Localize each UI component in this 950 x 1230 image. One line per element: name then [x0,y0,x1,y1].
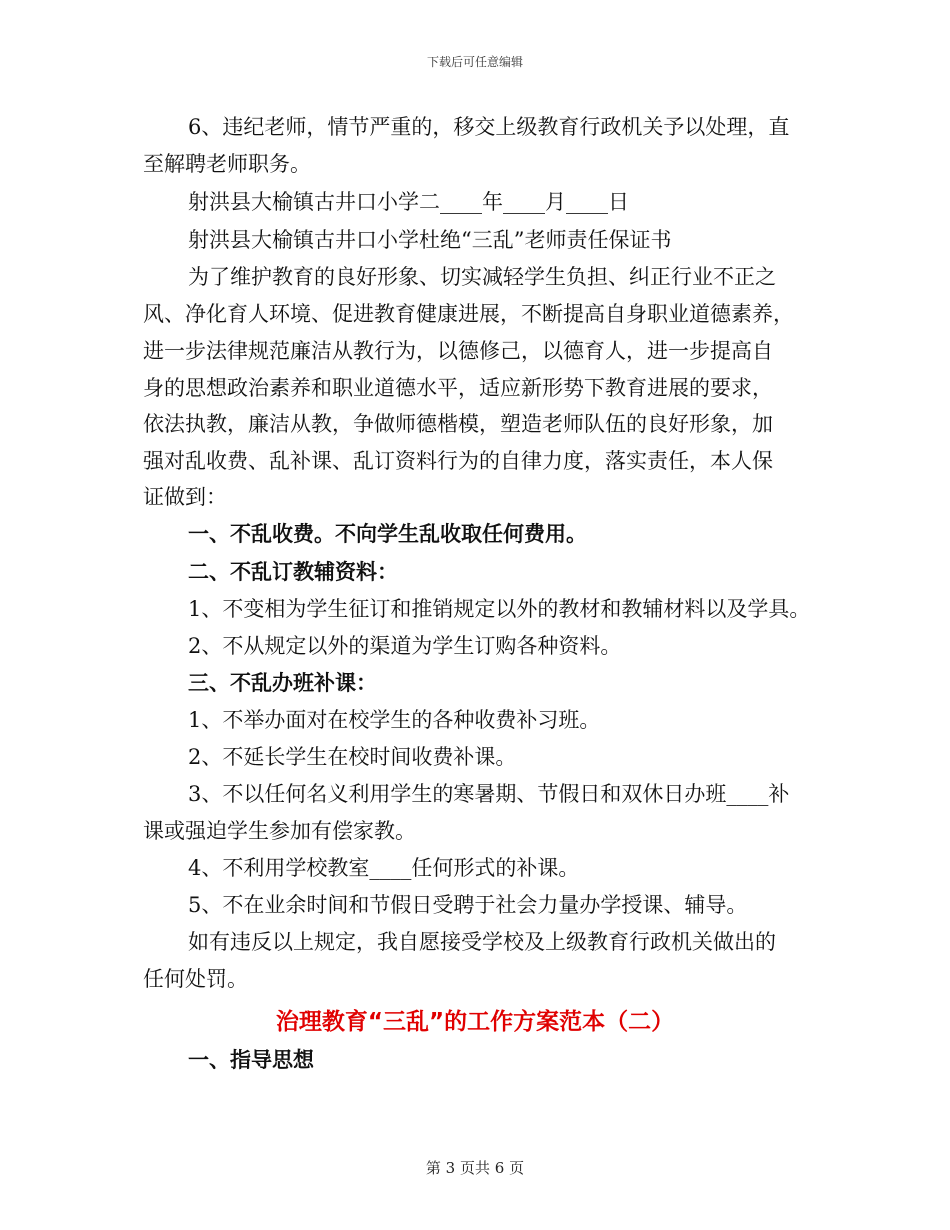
subheading-guiding-thought: 一、指导思想 [188,1048,314,1072]
heading-no-fees: 一、不乱收费。不向学生乱收取任何费用。 [188,522,587,546]
heading-no-tutoring: 三、不乱办班补课： [188,671,377,695]
text-line: 证做到： [143,485,227,509]
certificate-title: 射洪县大榆镇古井口小学杜绝“三乱”老师责任保证书 [188,228,672,252]
text-line: 风、净化育人环境、促进教育健康进展，不断提高自身职业道德素养， [143,302,794,326]
text-line: 为了维护教育的良好形象、切实减轻学生负担、纠正行业不正之 [188,265,776,289]
text-line: 课或强迫学生参加有偿家教。 [143,819,416,843]
text-line: 如有违反以上规定，我自愿接受学校及上级教育行政机关做出的 [188,930,776,954]
text-line: 1、不举办面对在校学生的各种收费补习班。 [188,708,601,732]
text-line: 任何处罚。 [143,967,248,991]
text-line: 1、不变相为学生征订和推销规定以外的教材和教辅材料以及学具。 [188,597,811,621]
text-line: 2、不延长学生在校时间收费补课。 [188,745,517,769]
text-line: 4、不利用学校教室____任何形式的补课。 [188,856,580,880]
text-line: 进一步法律规范廉洁从教行为，以德修己，以德育人，进一步提高自 [143,339,773,363]
text-line: 5、不在业余时间和节假日受聘于社会力量办学授课、辅导。 [188,893,748,917]
page-header: 下载后可任意编辑 [426,55,523,69]
text-line: 至解聘老师职务。 [143,152,311,176]
text-line: 6、违纪老师，情节严重的，移交上级教育行政机关予以处理，直 [188,115,790,139]
text-line: 3、不以任何名义利用学生的寒暑期、节假日和双休日办班____补 [188,782,790,806]
heading-no-materials: 二、不乱订教辅资料： [188,560,398,584]
section-title: 治理教育“三乱”的工作方案范本（二） [275,1009,675,1035]
page-footer: 第 3 页共 6 页 [425,1159,525,1177]
text-line: 依法执教，廉洁从教，争做师德楷模，塑造老师队伍的良好形象，加 [143,412,773,436]
text-line: 身的思想政治素养和职业道德水平，适应新形势下教育进展的要求， [143,376,773,400]
text-line: 强对乱收费、乱补课、乱订资料行为的自律力度，落实责任，本人保 [143,449,773,473]
text-line: 2、不从规定以外的渠道为学生订购各种资料。 [188,634,622,658]
text-line: 射洪县大榆镇古井口小学二____年____月____日 [188,190,629,214]
